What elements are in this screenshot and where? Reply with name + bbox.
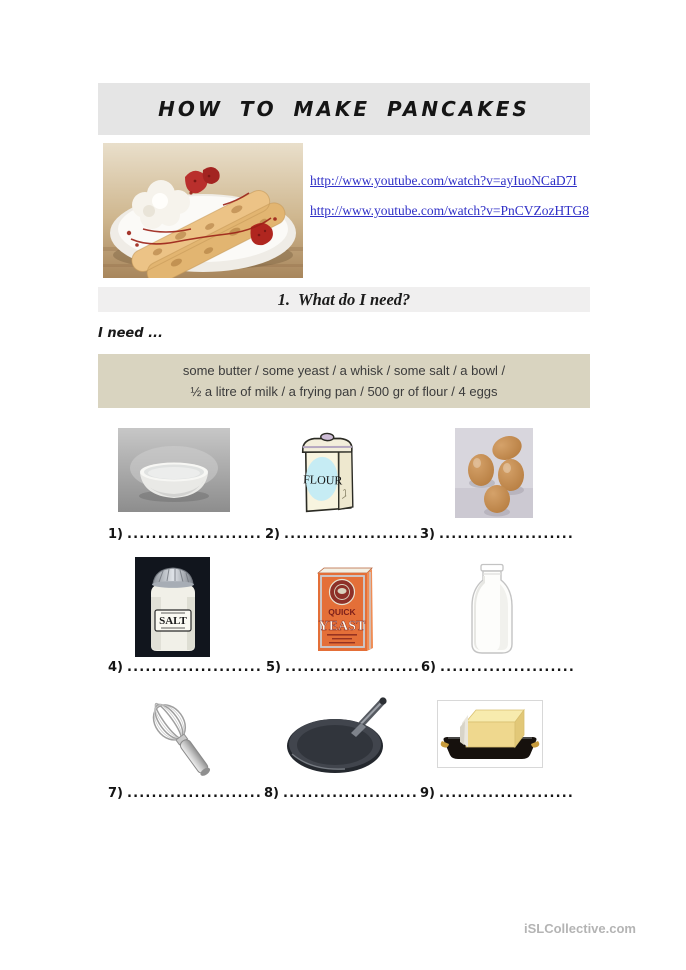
answer-dots: ...................... (127, 660, 263, 675)
answer-blank-4 (108, 660, 262, 675)
bowl-image (118, 428, 230, 517)
answer-blank-9 (420, 786, 574, 801)
answer-blank-1 (108, 527, 262, 542)
youtube-link-1[interactable]: http://www.youtube.com/watch?v=ayIuoNCaD7I (310, 173, 577, 188)
answer-blank-2 (265, 527, 419, 542)
pancake-photo-graphic (103, 143, 303, 278)
salt-label: SALT (159, 615, 187, 627)
answer-blank-8 (264, 786, 418, 801)
yeast-name-label: YEAST (318, 619, 366, 634)
answer-blank-7 (108, 786, 262, 801)
eggs-image (455, 428, 533, 523)
section-heading-banner (98, 287, 590, 312)
answer-number: 8) (264, 786, 279, 801)
answer-dots: ...................... (440, 660, 576, 675)
flour-tin-image (293, 428, 360, 522)
yeast-box-image (313, 566, 377, 658)
prompt-text: I need ... (98, 326, 163, 341)
pancake-photo (103, 143, 303, 278)
worksheet-title: HOW TO MAKE PANCAKES (158, 97, 530, 121)
answer-dots: ...................... (439, 527, 575, 542)
answer-number: 6) (421, 660, 436, 675)
answer-dots: ...................... (284, 527, 420, 542)
butter-dish-image (437, 700, 543, 768)
answer-number: 4) (108, 660, 123, 675)
word-bank-line-1: some butter / some yeast / a whisk / some salt / a bowl / (182, 363, 506, 378)
title-banner (98, 83, 590, 135)
salt-jar-image (135, 557, 210, 662)
section-heading: 1. What do I need? (277, 289, 411, 309)
answer-dots: ...................... (439, 786, 575, 801)
answer-number: 1) (108, 527, 123, 542)
answer-dots: ...................... (127, 786, 263, 801)
answer-blank-3 (420, 527, 574, 542)
frying-pan-image (285, 695, 390, 782)
flour-label: FLOUR (302, 472, 343, 488)
answer-dots: ...................... (285, 660, 421, 675)
whisk-image (137, 693, 220, 782)
watermark: iSLCollective.com (524, 921, 636, 936)
milk-bottle-image (467, 562, 517, 660)
answer-number: 3) (420, 527, 435, 542)
answer-number: 2) (265, 527, 280, 542)
yeast-quick-label: QUICK (328, 607, 356, 617)
answer-blank-5 (266, 660, 420, 675)
answer-dots: ...................... (283, 786, 419, 801)
word-bank-line-2: ½ a litre of milk / a frying pan / 500 gr of flour / 4 eggs (190, 384, 498, 399)
answer-number: 9) (420, 786, 435, 801)
answer-number: 7) (108, 786, 123, 801)
youtube-link-2[interactable]: http://www.youtube.com/watch?v=PnCVZozHTG8 (310, 203, 589, 218)
answer-dots: ...................... (127, 527, 263, 542)
word-bank (98, 354, 590, 408)
answer-blank-6 (421, 660, 575, 675)
answer-number: 5) (266, 660, 281, 675)
